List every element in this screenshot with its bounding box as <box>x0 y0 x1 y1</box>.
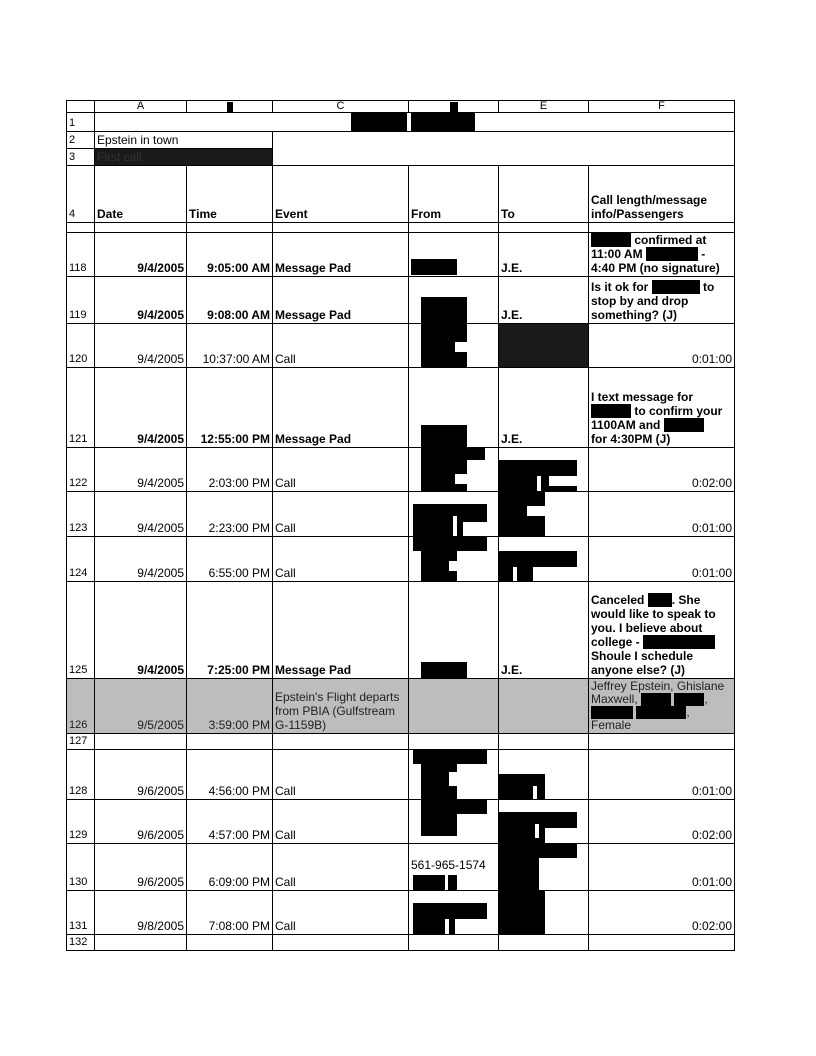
redaction <box>411 113 475 131</box>
to-cell <box>499 844 589 891</box>
from-cell <box>409 537 499 582</box>
table-row <box>67 324 735 368</box>
info-cell: 0:02:00 <box>589 891 735 935</box>
date-cell: 9/4/2005 <box>95 324 187 368</box>
to-cell <box>499 324 589 368</box>
event-cell: Epstein's Flight departs from PBIA (Gulfstream G-1159B) <box>273 679 409 734</box>
redaction <box>421 800 487 814</box>
date-cell: 9/4/2005 <box>95 233 187 277</box>
redaction <box>411 259 457 275</box>
row-number: 127 <box>67 734 95 750</box>
row-number: 130 <box>67 844 95 891</box>
from-cell <box>409 800 499 844</box>
table-row <box>67 844 735 891</box>
event-cell: Message Pad <box>273 277 409 324</box>
row-number: 123 <box>67 492 95 537</box>
redaction <box>499 891 545 935</box>
info-cell: Canceled . She would like to speak to you. I believe about college - Shoule I schedule anyone else? (J) <box>589 582 735 679</box>
row-number: 128 <box>67 750 95 800</box>
table-row <box>67 492 735 537</box>
to-cell <box>499 800 589 844</box>
redaction <box>648 593 672 607</box>
time-cell: 6:09:00 PM <box>187 844 273 891</box>
column-header-d <box>409 101 499 113</box>
row-number: 132 <box>67 935 95 951</box>
time-cell: 4:56:00 PM <box>187 750 273 800</box>
table-row <box>67 750 735 800</box>
table-row <box>67 448 735 492</box>
redaction <box>227 102 233 112</box>
redaction <box>499 858 539 891</box>
time-cell: 12:55:00 PM <box>187 368 273 448</box>
redaction <box>499 551 577 567</box>
table-row <box>67 233 735 277</box>
from-cell <box>409 750 499 800</box>
info-cell: 0:01:00 <box>589 492 735 537</box>
table-row <box>67 582 735 679</box>
info-cell: 0:02:00 <box>589 448 735 492</box>
date-cell: 9/4/2005 <box>95 582 187 679</box>
row-number: 118 <box>67 233 95 277</box>
redaction <box>413 537 487 551</box>
date-cell: 9/4/2005 <box>95 537 187 582</box>
event-cell: Call <box>273 844 409 891</box>
header-to: To <box>499 166 589 223</box>
from-cell <box>409 492 499 537</box>
row-number: 122 <box>67 448 95 492</box>
column-header-c: C <box>273 101 409 113</box>
info-cell: Is it ok for to stop by and drop something? (J) <box>589 277 735 324</box>
info-cell: I text message for to confirm your 1100AM and for 4:30PM (J) <box>589 368 735 448</box>
title-row-2 <box>67 132 735 149</box>
redaction <box>450 102 458 112</box>
event-cell: Call <box>273 891 409 935</box>
table-row <box>67 800 735 844</box>
time-cell: 9:05:00 AM <box>187 233 273 277</box>
to-cell <box>499 750 589 800</box>
row-number: 2 <box>67 132 95 149</box>
info-cell: 0:01:00 <box>589 537 735 582</box>
column-header-f: F <box>589 101 735 113</box>
spacer-row <box>67 223 735 233</box>
to-cell <box>499 891 589 935</box>
redaction <box>646 247 698 261</box>
redaction <box>499 844 577 858</box>
time-cell: 4:57:00 PM <box>187 800 273 844</box>
redaction <box>421 662 467 678</box>
column-header-row <box>67 101 735 113</box>
epstein-in-town-cell: Epstein in town <box>95 132 273 149</box>
redaction <box>413 750 487 764</box>
redaction <box>499 774 545 800</box>
event-cell: Call <box>273 750 409 800</box>
from-cell <box>409 679 499 734</box>
from-cell <box>409 844 499 891</box>
table-row <box>67 277 735 324</box>
date-cell: 9/6/2005 <box>95 844 187 891</box>
column-header-b <box>187 101 273 113</box>
redaction <box>351 113 407 131</box>
title-merged-cell <box>273 132 735 166</box>
row-number: 4 <box>67 166 95 223</box>
first-call-cell: First call <box>95 149 273 166</box>
row-number: 1 <box>67 113 95 132</box>
redaction <box>591 404 631 418</box>
info-cell: 0:01:00 <box>589 324 735 368</box>
time-cell: 2:23:00 PM <box>187 492 273 537</box>
row-number: 120 <box>67 324 95 368</box>
time-cell: 7:25:00 PM <box>187 582 273 679</box>
time-cell: 7:08:00 PM <box>187 891 273 935</box>
table-row <box>67 368 735 448</box>
redaction <box>636 706 686 719</box>
table-row <box>67 537 735 582</box>
date-cell: 9/8/2005 <box>95 891 187 935</box>
event-cell: Call <box>273 324 409 368</box>
info-cell: 0:01:00 <box>589 750 735 800</box>
date-cell: 9/4/2005 <box>95 492 187 537</box>
date-cell: 9/5/2005 <box>95 679 187 734</box>
header-row <box>67 166 735 223</box>
phone-number: 561-965-1574 <box>411 858 486 872</box>
to-cell: J.E. <box>499 368 589 448</box>
table-row <box>67 935 735 951</box>
header-time: Time <box>187 166 273 223</box>
redaction <box>652 280 700 294</box>
title-cell <box>95 113 735 132</box>
redaction <box>641 693 671 706</box>
from-cell <box>409 277 499 324</box>
redaction <box>413 875 457 891</box>
row-number: 126 <box>67 679 95 734</box>
to-cell: J.E. <box>499 233 589 277</box>
event-cell: Call <box>273 492 409 537</box>
date-cell: 9/6/2005 <box>95 750 187 800</box>
header-from: From <box>409 166 499 223</box>
event-cell: Message Pad <box>273 582 409 679</box>
date-cell: 9/4/2005 <box>95 277 187 324</box>
redaction <box>591 233 631 247</box>
row-number: 119 <box>67 277 95 324</box>
to-cell <box>499 537 589 582</box>
time-cell: 2:03:00 PM <box>187 448 273 492</box>
row-number: 125 <box>67 582 95 679</box>
event-cell: Call <box>273 537 409 582</box>
time-cell: 6:55:00 PM <box>187 537 273 582</box>
from-cell <box>409 891 499 935</box>
table-row-flight <box>67 679 735 734</box>
info-cell: 0:01:00 <box>589 844 735 891</box>
info-cell: Jeffrey Epstein, Ghislane Maxwell, , , Female <box>589 679 735 734</box>
table-row <box>67 891 735 935</box>
table-row <box>67 734 735 750</box>
redaction <box>421 814 457 836</box>
column-header-a: A <box>95 101 187 113</box>
date-cell: 9/4/2005 <box>95 368 187 448</box>
info-cell: confirmed at 11:00 AM - 4:40 PM (no signature) <box>589 233 735 277</box>
from-cell <box>409 582 499 679</box>
header-call-length: Call length/message info/Passengers <box>589 166 735 223</box>
redaction <box>643 635 715 649</box>
from-cell <box>409 368 499 448</box>
from-cell <box>409 233 499 277</box>
date-cell: 9/6/2005 <box>95 800 187 844</box>
row-number: 3 <box>67 149 95 166</box>
event-cell: Message Pad <box>273 368 409 448</box>
to-cell: J.E. <box>499 582 589 679</box>
redaction <box>421 297 467 323</box>
from-cell <box>409 324 499 368</box>
row-number: 124 <box>67 537 95 582</box>
header-date: Date <box>95 166 187 223</box>
header-event: Event <box>273 166 409 223</box>
time-cell: 3:59:00 PM <box>187 679 273 734</box>
redaction <box>455 448 485 460</box>
spreadsheet <box>66 100 735 951</box>
to-cell <box>499 492 589 537</box>
row-number: 131 <box>67 891 95 935</box>
row-number: 121 <box>67 368 95 448</box>
event-cell: Call <box>273 448 409 492</box>
time-cell: 10:37:00 AM <box>187 324 273 368</box>
redaction <box>421 425 467 447</box>
column-header-e: E <box>499 101 589 113</box>
to-cell: J.E. <box>499 277 589 324</box>
redaction <box>664 418 704 432</box>
row-number: 129 <box>67 800 95 844</box>
from-cell <box>409 448 499 492</box>
time-cell: 9:08:00 AM <box>187 277 273 324</box>
to-cell <box>499 448 589 492</box>
corner-cell <box>67 101 95 113</box>
title-row-1 <box>67 113 735 132</box>
event-cell: Message Pad <box>273 233 409 277</box>
event-cell: Call <box>273 800 409 844</box>
info-cell: 0:02:00 <box>589 800 735 844</box>
to-cell <box>499 679 589 734</box>
date-cell: 9/4/2005 <box>95 448 187 492</box>
